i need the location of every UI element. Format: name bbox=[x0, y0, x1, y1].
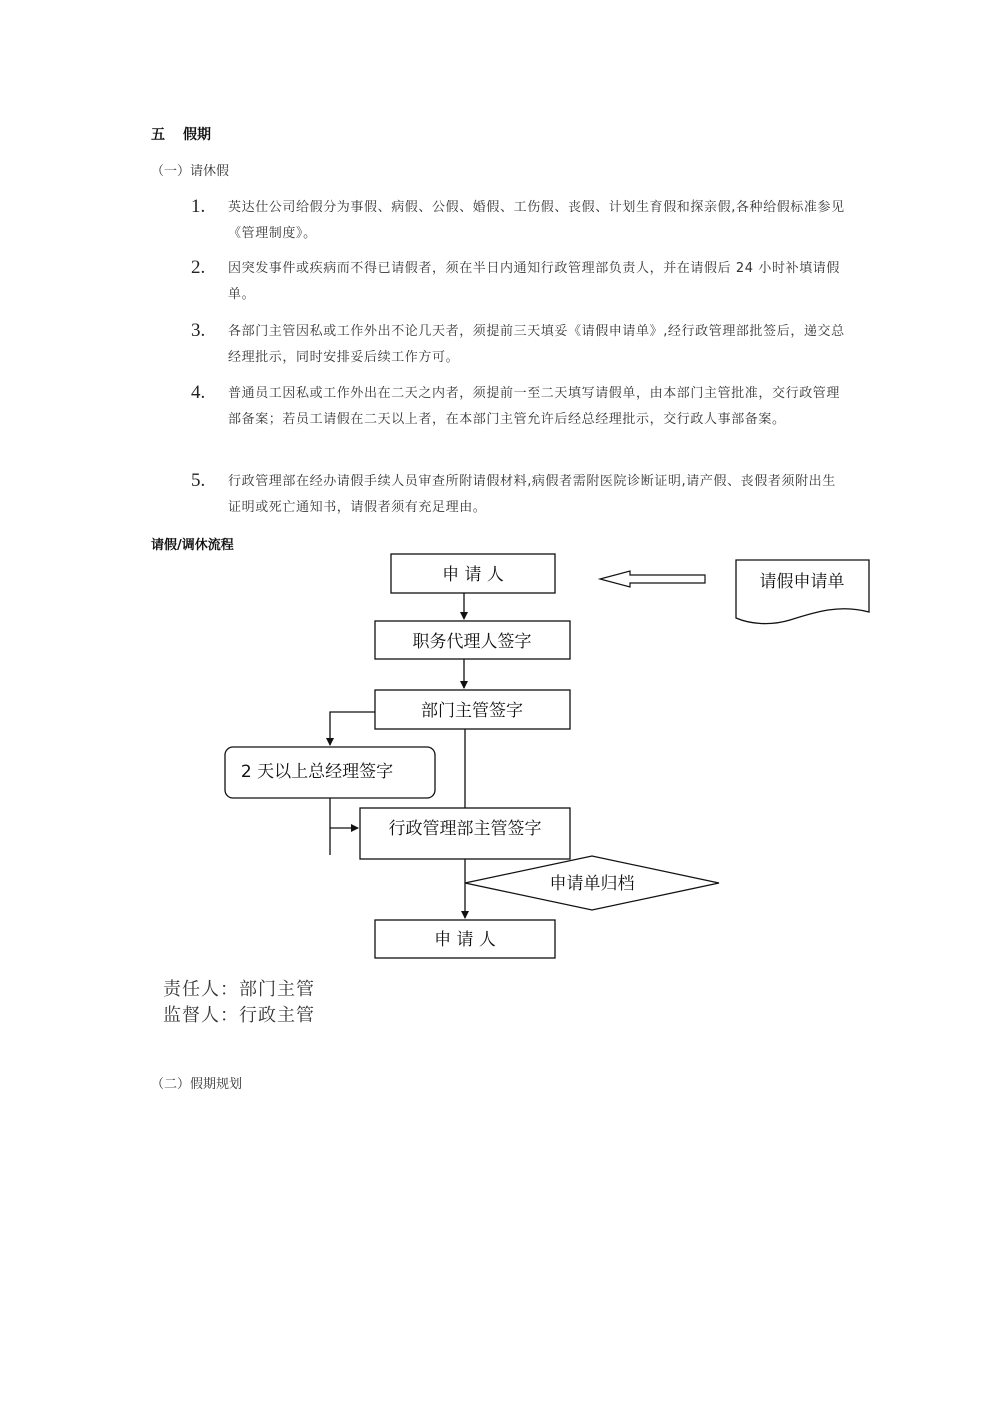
hollow-left-arrow-icon bbox=[600, 571, 705, 587]
list-item-text-4: 普通员工因私或工作外出在二天之内者，须提前一至二天填写请假单，由本部门主管批准，交行政管理部备案；若员工请假在二天以上者，在本部门主管允许后经总经理批示，交行政人事部备案。 bbox=[228, 386, 841, 427]
dept-manager-sign-label: 部门主管签字 bbox=[421, 701, 523, 721]
list-item-number-4: 4. bbox=[191, 382, 206, 403]
applicant-top-label: 申 请 人 bbox=[442, 565, 504, 585]
list-item-text-5: 行政管理部在经办请假手续人员审查所附请假材料,病假者需附医院诊断证明,请产假、丧假者须附出生证明或死亡通知书，请假者须有充足理由。 bbox=[228, 474, 836, 515]
supervisor-person: 监督人：行政主管 bbox=[163, 1005, 315, 1026]
arrow-dept-to-gm bbox=[330, 712, 375, 745]
list-item-text-2: 因突发事件或疾病而不得已请假者，须在半日内通知行政管理部负责人，并在请假后 24 小时补填请假单。 bbox=[228, 261, 841, 302]
list-item-text-1: 英达仕公司给假分为事假、病假、公假、婚假、工伤假、丧假、计划生育假和探亲假,各种给假标准参见《管理制度》。 bbox=[228, 200, 845, 241]
form-document-label: 请假申请单 bbox=[759, 572, 845, 592]
flowchart-title: 请假/调休流程 bbox=[151, 538, 234, 553]
archive-label: 申请单归档 bbox=[549, 874, 635, 894]
proxy-sign-label: 职务代理人签字 bbox=[412, 632, 532, 652]
section-title: 假期 bbox=[183, 127, 211, 143]
list-item-number-5: 5. bbox=[191, 470, 206, 491]
gm-sign-label: 2 天以上总经理签字 bbox=[240, 762, 394, 782]
section-number: 五 bbox=[151, 127, 165, 143]
list-item-number-3: 3. bbox=[191, 320, 206, 341]
leave-request-heading: （一）请休假 bbox=[151, 164, 230, 179]
list-item-number-1: 1. bbox=[191, 196, 206, 217]
responsible-person: 责任人：部门主管 bbox=[163, 979, 315, 1000]
list-item-text-3: 各部门主管因私或工作外出不论几天者，须提前三天填妥《请假申请单》,经行政管理部批签后，递交总经理批示，同时安排妥后续工作方可。 bbox=[228, 324, 845, 365]
list-item-number-2: 2. bbox=[191, 257, 206, 278]
holiday-plan-heading: （二）假期规划 bbox=[151, 1077, 243, 1092]
applicant-bottom-label: 申 请 人 bbox=[434, 930, 496, 950]
admin-manager-sign-label: 行政管理部主管签字 bbox=[388, 819, 542, 839]
